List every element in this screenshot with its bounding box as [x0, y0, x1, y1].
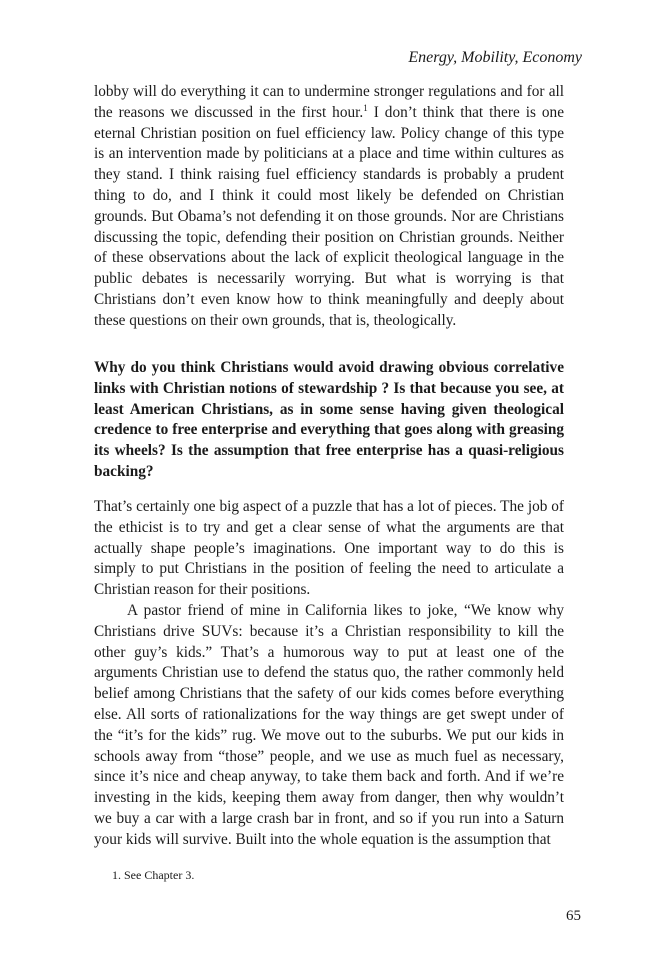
running-head: Energy, Mobility, Economy	[408, 49, 582, 66]
paragraph-1-continuation: I don’t think that there is one eternal Christian position on fuel efficiency law. Policy change of this type is an intervention made by politicians at a place and time within cultures as they stand. I think raising fuel efficiency standards is probably a prudent thing to do, and I think it could most likely be defended on Christian grounds. But Obama’s not defending it on those grounds. Nor are Christians discussing the topic, defending their position on Christian grounds. Neither of these observations about the lack of explicit theological language in the public debates is necessarily worrying. But what is worrying is that Christians don’t even know how to think meaningfully and deeply about these questions on their own grounds, that is, theologically.	[94, 103, 564, 329]
body-paragraph-3: A pastor friend of mine in California likes to joke, “We know why Christians drive SUVs: because it’s a Christian responsibility to kill the other guy’s kids.” That’s a humorous way to put at least one of the arguments Christian use to defend the status quo, the rather commonly held belief among Christians that the safety of our kids comes before everything else. All sorts of rationalizations for the way things are get swept under of the “it’s for the kids” rug. We move out to the suburbs. We put our kids in schools away from “those” people, and we use as much fuel as necessary, since it’s nice and cheap anyway, to take them back and forth. And if we’re investing in the kids, keeping them away from danger, then why wouldn’t we buy a car with a large crash bar in front, and so if you run into a Saturn your kids will survive. Built into the whole equation is the assumption that	[94, 602, 564, 848]
body-paragraph-2: That’s certainly one big aspect of a puzzle that has a lot of pieces. The job of the ethicist is to try and get a clear sense of what the arguments are that actually shape people’s imaginations. One important way to do this is simply to put Christians in the position of feeling the need to articulate a Christian reason for their positions.	[94, 498, 564, 599]
interview-question: Why do you think Christians would avoid drawing obvious correlative links with Christian notions of stewardship ? Is that because you see, at least American Christians, as in some sense having given theological credence to free enterprise and everything that goes along with greasing its wheels? Is the assumption that free enterprise has a quasi-religious backing?	[94, 359, 564, 480]
body-paragraph-1	[94, 82, 564, 332]
footnote-reference: 1	[363, 102, 368, 113]
paragraph-1-text: lobby will do everything it can to undermine stronger regulations and for all the reasons we discussed in the first hour.	[94, 83, 564, 121]
footnote: 1. See Chapter 3.	[112, 868, 195, 882]
page-number: 65	[566, 908, 581, 924]
